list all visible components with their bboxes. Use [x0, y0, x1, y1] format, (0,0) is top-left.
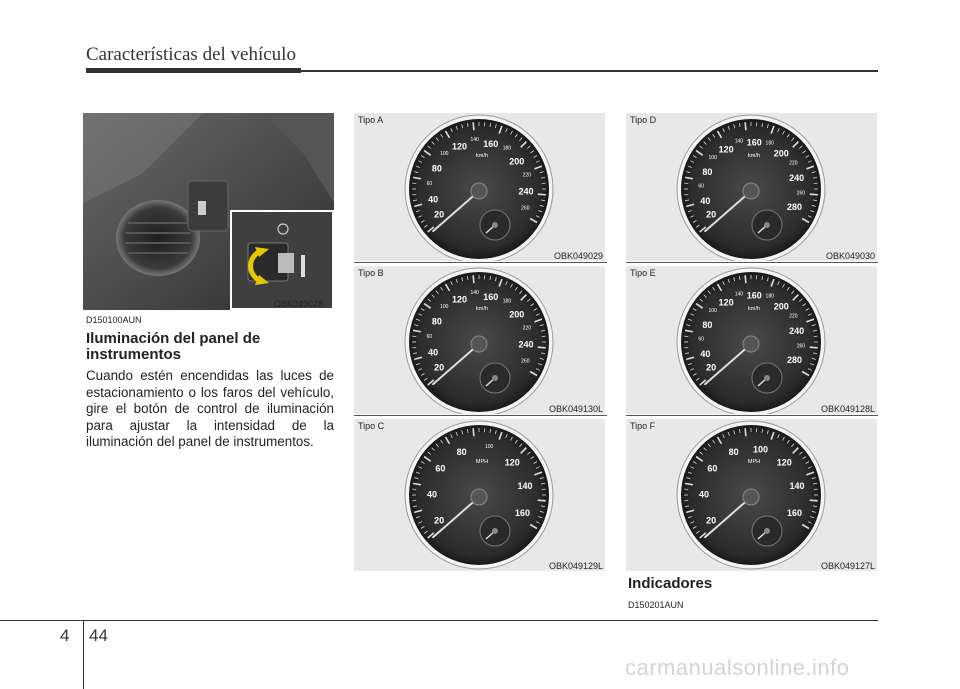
indicators-title: Indicadores	[628, 575, 713, 592]
gauge-speed-label: 220	[522, 172, 531, 179]
section-code: D150100AUN	[86, 315, 142, 325]
gauge-speed-label: 60	[707, 463, 718, 474]
gauge-speed-label: 140	[789, 481, 805, 492]
gauge-speed-label: 20	[706, 209, 717, 220]
gauge-speed-label: 80	[702, 166, 713, 177]
gauge-speed-label: 60	[435, 463, 446, 474]
gauge-tick	[810, 347, 818, 348]
needle-hub	[471, 489, 487, 505]
gauge-speed-label: 60	[426, 180, 433, 187]
gauge-speed-label: 220	[789, 313, 798, 320]
gauge-unit-label: km/h	[476, 153, 488, 159]
gauge-tick	[538, 500, 546, 501]
gauge-speed-label: 180	[502, 298, 512, 305]
gauge-speed-label: 140	[734, 291, 744, 298]
gauge-speed-label: 40	[700, 195, 711, 206]
gauge-speed-label: 20	[706, 362, 717, 373]
gauge-speed-label: 40	[427, 489, 438, 500]
page-number: 44	[89, 626, 108, 645]
gauge-speed-label: 160	[483, 138, 499, 149]
gauge-speed-label: 60	[698, 183, 704, 190]
gauge-speed-label: 20	[434, 209, 445, 220]
gauge-unit-label: km/h	[476, 306, 488, 312]
panel-separator	[626, 262, 878, 263]
gauge-speed-label: 180	[765, 293, 774, 300]
gauge-type-label: Tipo B	[358, 268, 384, 278]
gauge-speed-label: 40	[700, 348, 711, 359]
panel-separator	[354, 262, 607, 263]
gauge-speed-label: 140	[734, 138, 744, 145]
gauge-type-label: Tipo E	[630, 268, 656, 278]
gauge-speed-label: 240	[518, 339, 534, 350]
gauge-speed-label: 160	[515, 508, 531, 519]
gauge-speed-label: 180	[502, 145, 512, 152]
gauge-speed-label: 40	[428, 194, 439, 205]
dimmer-control-photo	[83, 113, 334, 310]
needle-hub	[743, 183, 759, 199]
gauge-speed-label: 220	[522, 325, 531, 332]
gauge-speed-label: 280	[787, 202, 803, 213]
gauge-speed-label: 260	[521, 205, 530, 212]
gauge-speed-label: 120	[718, 144, 734, 155]
gauge-speed-label: 140	[517, 481, 533, 492]
temp-hub	[764, 222, 770, 228]
gauge-speed-label: 200	[509, 156, 525, 167]
speedometer-gauge-c	[354, 419, 605, 571]
gauge-speed-label: 80	[702, 319, 713, 330]
gauge-speed-label: 120	[776, 457, 792, 468]
gauge-speed-label: 100	[484, 444, 494, 451]
indicators-code: D150201AUN	[628, 600, 684, 610]
footer-rule	[0, 620, 878, 621]
gauge-speed-label: 100	[440, 304, 449, 311]
gauge-unit-label: MPH	[475, 459, 489, 465]
gauge-speed-label: 240	[518, 186, 534, 197]
temp-hub	[492, 222, 498, 228]
section-body: Cuando estén encendidas las luces de estacionamiento o los faros del vehículo, gire el botón de control de iluminación para ajustar la intensidad de la iluminación del panel de instrumentos.	[86, 368, 334, 449]
gauge-tick	[745, 275, 746, 283]
gauge-speed-label: 260	[796, 190, 806, 197]
gauge-speed-label: 140	[470, 137, 479, 144]
gauge-speed-label: 120	[451, 141, 468, 152]
panel-separator	[626, 415, 878, 416]
gauge-speed-label: 160	[483, 291, 499, 302]
needle-hub	[471, 183, 487, 199]
gauge-speed-label: 100	[440, 151, 449, 158]
gauge-figure-code: OBK049128L	[820, 404, 875, 414]
gauge-figure-code: OBK049129L	[548, 561, 603, 571]
gauge-tick	[538, 347, 546, 348]
gauge-speed-label: 240	[789, 173, 805, 184]
gauge-speed-label: 240	[789, 326, 805, 337]
gauge-speed-label: 100	[753, 444, 769, 455]
chapter-number: 4	[60, 626, 70, 645]
panel-separator	[354, 415, 607, 416]
gauge-speed-label: 260	[796, 343, 806, 350]
gauge-figure-code: OBK049029	[553, 251, 603, 261]
gauge-type-label: Tipo C	[358, 421, 385, 431]
gauge-tick	[473, 428, 474, 436]
section-title: Iluminación del panel de instrumentos	[86, 330, 261, 363]
gauge-speed-label: 200	[509, 309, 525, 320]
gauge-speed-label: 220	[789, 160, 798, 167]
gauge-speed-label: 260	[521, 358, 530, 365]
gauge-figure-code: OBK049127L	[820, 561, 875, 571]
gauge-speed-label: 160	[746, 137, 762, 148]
gauge-tick	[745, 122, 746, 130]
gauge-speed-label: 180	[765, 140, 774, 147]
speedometer-gauge-a	[354, 113, 605, 261]
gauge-panel-tipo-f	[626, 419, 877, 571]
speedometer-gauge-b	[354, 266, 605, 414]
gauge-tick	[473, 122, 474, 130]
temp-hub	[492, 528, 498, 534]
gauge-tick	[810, 500, 818, 501]
gauge-unit-label: MPH	[747, 459, 761, 465]
gauge-panel-tipo-c	[354, 419, 605, 571]
gauge-unit-label: km/h	[748, 306, 760, 312]
gauge-speed-label: 80	[456, 446, 467, 457]
gauge-panel-tipo-e	[626, 266, 877, 414]
speedometer-gauge-e	[626, 266, 877, 414]
page-header-title: Características del vehículo	[86, 44, 296, 65]
gauge-speed-label: 160	[746, 290, 762, 301]
temp-hub	[764, 528, 770, 534]
footer-divider	[83, 620, 84, 689]
gauge-figure-code: OBK049130L	[548, 404, 603, 414]
gauge-tick	[538, 194, 546, 195]
gauge-speed-label: 100	[708, 307, 717, 314]
gauge-speed-label: 60	[426, 333, 433, 340]
gauge-speed-label: 80	[431, 316, 442, 327]
gauge-speed-label: 40	[699, 489, 710, 500]
gauge-panel-tipo-a	[354, 113, 605, 261]
gauge-type-label: Tipo F	[630, 421, 656, 431]
needle-hub	[743, 336, 759, 352]
gauge-speed-label: 200	[773, 301, 789, 312]
gauge-tick	[473, 275, 474, 283]
photo-caption-code: OBK049028	[274, 299, 324, 309]
header-rule	[86, 70, 878, 72]
gauge-speed-label: 160	[787, 508, 803, 519]
gauge-speed-label: 40	[428, 347, 439, 358]
gauge-type-label: Tipo D	[630, 115, 657, 125]
gauge-speed-label: 280	[787, 355, 803, 366]
gauge-speed-label: 80	[431, 163, 442, 174]
gauge-speed-label: 20	[434, 515, 445, 526]
speedometer-gauge-f	[626, 419, 877, 571]
needle-hub	[471, 336, 487, 352]
gauge-speed-label: 60	[698, 336, 704, 343]
gauge-panel-tipo-b	[354, 266, 605, 414]
gauge-speed-label: 200	[773, 148, 789, 159]
gauge-tick	[745, 428, 746, 436]
gauge-speed-label: 20	[706, 515, 717, 526]
gauge-speed-label: 100	[708, 154, 717, 161]
needle-hub	[743, 489, 759, 505]
gauge-speed-label: 120	[451, 294, 468, 305]
gauge-speed-label: 120	[504, 457, 520, 468]
gauge-speed-label: 80	[728, 446, 739, 457]
gauge-unit-label: km/h	[748, 153, 760, 159]
gauge-figure-code: OBK049030	[825, 251, 875, 261]
gauge-speed-label: 120	[718, 297, 734, 308]
gauge-speed-label: 20	[434, 362, 445, 373]
gauge-tick	[810, 194, 818, 195]
gauge-speed-label: 140	[470, 290, 479, 297]
speedometer-gauge-d	[626, 113, 877, 261]
site-watermark: carmanualsonline.info	[625, 655, 850, 680]
temp-hub	[492, 375, 498, 381]
gauge-panel-tipo-d	[626, 113, 877, 261]
gauge-type-label: Tipo A	[358, 115, 384, 125]
temp-hub	[764, 375, 770, 381]
